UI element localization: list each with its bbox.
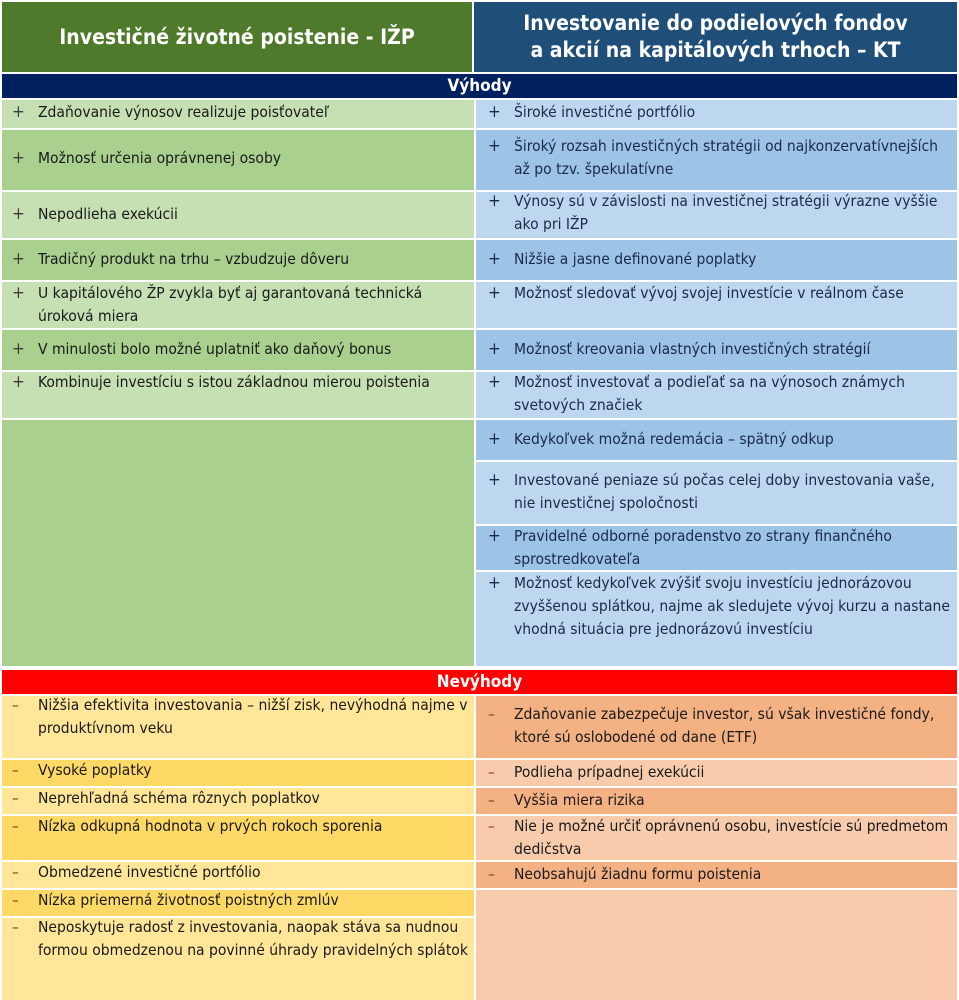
advantages-title: Výhody (447, 76, 512, 96)
plus-icon: + (12, 148, 25, 168)
advantage-text (476, 101, 957, 124)
disadvantage-text (2, 889, 474, 912)
item-label: Kombinuje investíciu s istou základnou mierou poistenia (38, 373, 430, 391)
item-label: Široký rozsah investičných stratégii od najkonzervatívnejších až po tzv. špekulatívne (514, 137, 939, 178)
disadvantage-text (476, 863, 957, 886)
minus-icon: – (488, 817, 495, 835)
advantage-text (476, 135, 957, 181)
minus-icon: – (12, 863, 19, 881)
advantage-text (2, 203, 474, 226)
minus-icon: – (12, 696, 19, 714)
disadvantage-text (476, 761, 957, 784)
plus-icon: + (12, 372, 25, 392)
minus-icon: – (12, 789, 19, 807)
item-label: Podlieha prípadnej exekúcii (514, 763, 705, 781)
item-label: Nízka odkupná hodnota v prvých rokoch sporenia (38, 817, 383, 835)
item-label: Vyššia miera rizika (514, 791, 645, 809)
disadvantage-text (476, 815, 957, 861)
header-right-line2: a akcií na kapitálových trhoch – KT (530, 38, 901, 62)
item-label: Výnosy sú v závislosti na investičnej stratégii výrazne vyššie ako pri IŽP (514, 192, 938, 233)
minus-icon: – (488, 791, 495, 809)
item-label: Pravidelné odborné poradenstvo zo strany finančného sprostredkovateľa (514, 527, 892, 568)
plus-icon: + (488, 573, 501, 593)
plus-icon: + (12, 102, 25, 122)
disadvantage-text (2, 916, 474, 962)
item-label: Možnosť kedykoľvek zvýšiť svoju investíciu jednorázovou zvyššenou splátkou, najme ak sledujete vývoj kurzu a nastane vhodná situácia pre jednorázovú investíciu (514, 574, 950, 638)
header-right (474, 2, 957, 72)
advantage-text (2, 282, 474, 328)
plus-icon: + (488, 283, 501, 303)
disadvantage-text (2, 759, 474, 782)
item-label: Zdaňovanie zabezpečuje investor, sú však investičné fondy, ktoré sú oslobodené od dane (ETF) (514, 705, 935, 746)
plus-icon: + (488, 372, 501, 392)
header-right-line1: Investovanie do podielových fondov (523, 11, 908, 35)
disadvantage-text (2, 815, 474, 838)
advantage-text (476, 371, 957, 417)
minus-icon: – (488, 705, 495, 723)
advantage-text (2, 338, 474, 361)
item-label: Kedykoľvek možná redemácia – spätný odkup (514, 430, 834, 448)
item-label: Nižšie a jasne definované poplatky (514, 250, 757, 268)
item-label: Nepodlieha exekúcii (38, 205, 178, 223)
item-label: Široké investičné portfólio (514, 103, 696, 121)
advantage-text (476, 572, 957, 641)
item-label: Nižšia efektivita investovania – nižší zisk, nevýhodná najme v produktívnom veku (38, 696, 468, 737)
item-label: Nie je možné určiť oprávnenú osobu, investície sú predmetom dedičstva (514, 817, 949, 858)
plus-icon: + (488, 102, 501, 122)
plus-icon: + (488, 470, 501, 490)
minus-icon: – (488, 763, 495, 781)
advantage-text (476, 282, 957, 305)
advantage-text (476, 248, 957, 271)
minus-icon: – (12, 761, 19, 779)
minus-icon: – (12, 891, 19, 909)
disadvantage-text (2, 694, 474, 740)
plus-icon: + (12, 204, 25, 224)
item-label: Možnosť investovať a podieľať sa na výnosoch známych svetových značiek (514, 373, 905, 414)
plus-icon: + (488, 249, 501, 269)
plus-icon: + (12, 339, 25, 359)
plus-icon: + (488, 429, 501, 449)
advantage-text (476, 525, 957, 571)
item-label: Investované peniaze sú počas celej doby investovania vaše, nie investičnej spoločnosti (514, 471, 935, 512)
advantage-text (476, 469, 957, 515)
plus-icon: + (488, 526, 501, 546)
empty-cell (2, 420, 474, 666)
disadvantage-text (2, 787, 474, 810)
item-label: Tradičný produkt na trhu – vzbudzuje dôveru (38, 250, 350, 268)
item-label: Nízka priemerná životnosť poistných zmlúv (38, 891, 339, 909)
item-label: Možnosť určenia oprávnenej osoby (38, 149, 282, 167)
disadvantages-bar (2, 670, 957, 694)
minus-icon: – (488, 865, 495, 883)
disadvantages-title: Nevýhody (436, 672, 523, 692)
empty-cell (476, 890, 957, 1000)
advantage-text (476, 190, 957, 236)
disadvantage-text (476, 789, 957, 812)
header-left-title: Investičné životné poistenie - IŽP (59, 25, 415, 49)
item-label: Neprehľadná schéma rôznych poplatkov (38, 789, 320, 807)
plus-icon: + (488, 339, 501, 359)
advantage-text (2, 248, 474, 271)
advantage-text (2, 101, 474, 124)
item-label: Možnosť kreovania vlastných investičných stratégií (514, 340, 871, 358)
minus-icon: – (12, 817, 19, 835)
plus-icon: + (12, 249, 25, 269)
minus-icon: – (12, 918, 19, 936)
item-label: V minulosti bolo možné uplatniť ako daňový bonus (38, 340, 392, 358)
disadvantage-text (476, 703, 957, 749)
item-label: Neobsahujú žiadnu formu poistenia (514, 865, 762, 883)
plus-icon: + (12, 283, 25, 303)
item-label: Obmedzené investičné portfólio (38, 863, 261, 881)
item-label: Vysoké poplatky (38, 761, 152, 779)
plus-icon: + (488, 136, 501, 156)
item-label: U kapitálového ŽP zvykla byť aj garantovaná technická úroková miera (38, 284, 423, 325)
item-label: Zdaňovanie výnosov realizuje poisťovateľ (38, 103, 330, 121)
plus-icon: + (488, 191, 501, 211)
disadvantage-text (2, 861, 474, 884)
advantage-text (2, 371, 474, 394)
header-left (2, 2, 472, 72)
advantage-text (476, 338, 957, 361)
advantages-bar (2, 74, 957, 98)
advantage-text (2, 147, 474, 170)
item-label: Neposkytuje radosť z investovania, naopak stáva sa nudnou formou obmedzenou na povinné úhrady pravidelných splátok (38, 918, 468, 959)
advantage-text (476, 428, 957, 451)
item-label: Možnosť sledovať vývoj svojej investície v reálnom čase (514, 284, 904, 302)
